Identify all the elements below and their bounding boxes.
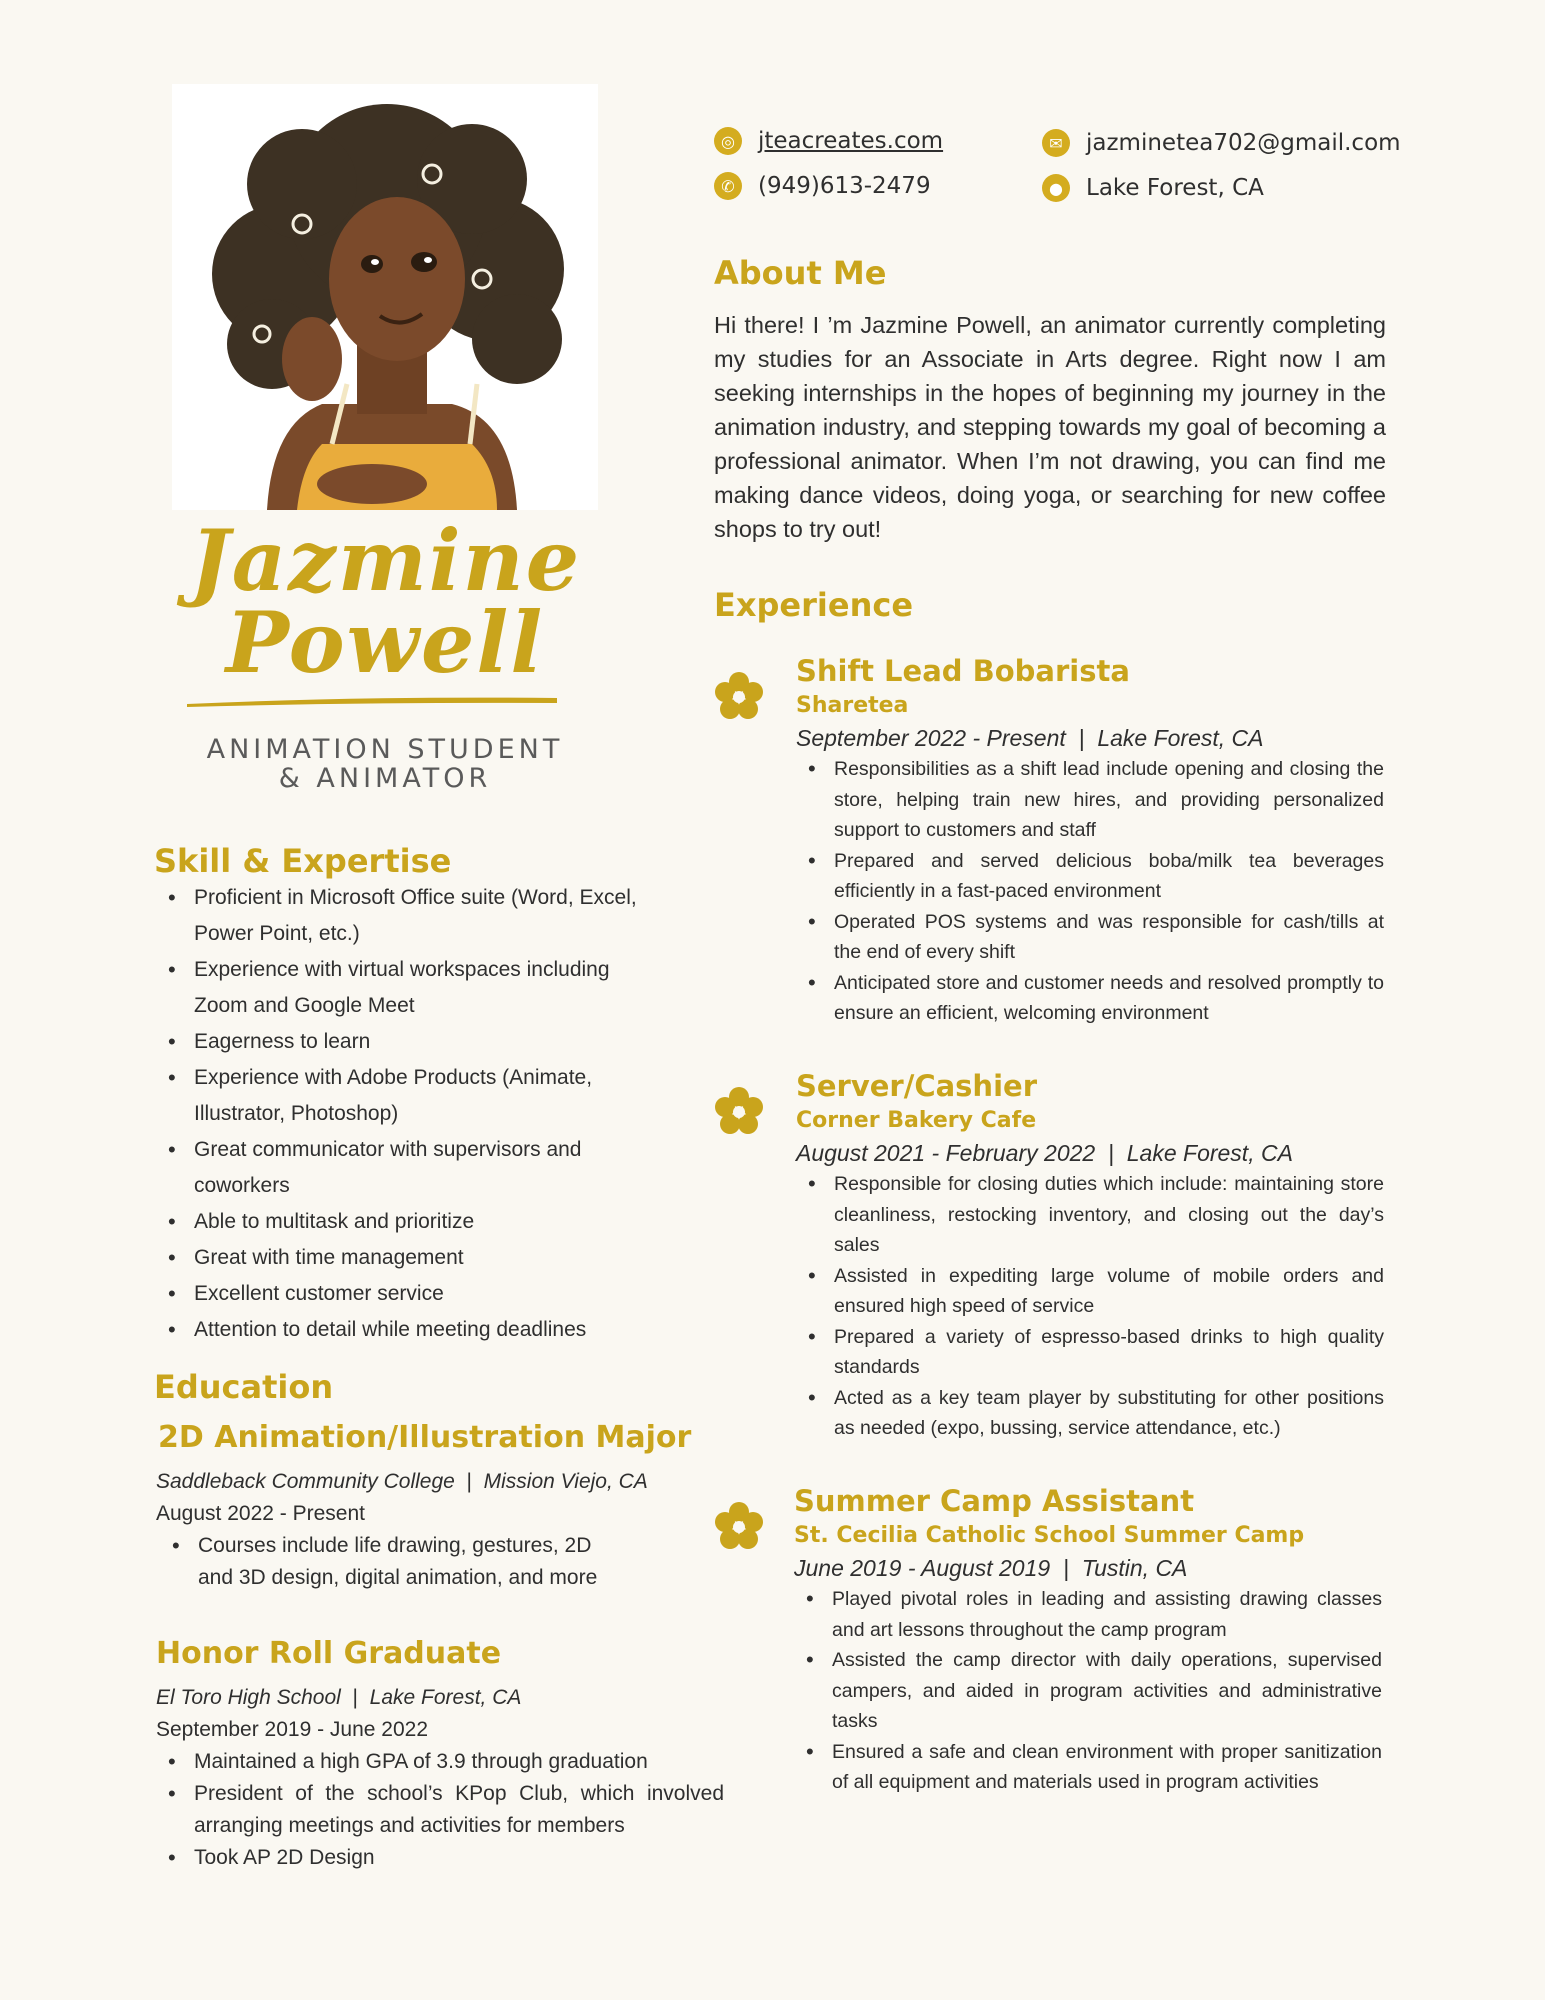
list-item: • Maintained a high GPA of 3.9 through graduation [194, 1746, 724, 1778]
job-date-line [796, 722, 1394, 754]
list-item: • Assisted in expediting large volume of mobile orders and ensured high speed of service [834, 1261, 1384, 1322]
list-item: • President of the school’s KPop Club, which involved arranging meetings and activities for members [194, 1778, 724, 1842]
education-location: Mission Viejo, CA [483, 1470, 648, 1493]
job-company: Corner Bakery Cafe [796, 1108, 1037, 1133]
list-item: • Great communicator with supervisors and coworkers [194, 1132, 656, 1204]
list-item: • Eagerness to learn [194, 1024, 656, 1060]
name-heading [190, 511, 582, 692]
email-text[interactable]: jazminetea702@gmail.com [1086, 130, 1401, 156]
list-item: • Responsible for closing duties which include: maintaining store cleanliness, restocking inventory, and closing out the day’s sales [834, 1169, 1384, 1261]
separator: | [346, 1686, 364, 1709]
education-entry-school-line [156, 1682, 726, 1714]
job-date-line [796, 1137, 1394, 1169]
job-date-line [794, 1552, 1394, 1584]
subtitle-line-1: ANIMATION STUDENT [206, 734, 564, 765]
list-item: • Great with time management [194, 1240, 656, 1276]
globe-icon: ◎ [714, 127, 742, 155]
contact-email[interactable] [1042, 129, 1401, 157]
experience-section-title: Experience [714, 586, 914, 624]
separator: | [460, 1470, 478, 1493]
job-company: Sharetea [796, 693, 909, 718]
skills-list [156, 880, 656, 1348]
job-dates: August 2021 - February 2022 [796, 1140, 1096, 1166]
separator: | [1101, 1140, 1121, 1166]
subtitle-line-2: & ANIMATOR [278, 763, 492, 794]
education-dates: August 2022 - Present [156, 1502, 365, 1525]
list-item: • Anticipated store and customer needs and resolved promptly to ensure an efficient, welcoming environment [834, 968, 1384, 1029]
about-text: Hi there! I ’m Jazmine Powell, an animator currently completing my studies for an Associate in Arts degree. Right now I am seeking internships in the hopes of beginning my journey in the animation industry, and stepping towards my goal of becoming a professional animator. When I’m not drawing, you can find me making dance videos, doing yoga, or searching for new coffee shops to try out! [714, 312, 1386, 542]
job-location: Tustin, CA [1081, 1555, 1188, 1581]
phone-text[interactable]: (949)613-2479 [758, 173, 931, 199]
location-text: Lake Forest, CA [1086, 175, 1264, 201]
education-dates: September 2019 - June 2022 [156, 1718, 429, 1741]
job-company: St. Cecilia Catholic School Summer Camp [794, 1523, 1305, 1548]
name-first: Jazmine [190, 511, 582, 610]
job-bullets [796, 1169, 1384, 1444]
list-item: • Prepared a variety of espresso-based drinks to high quality standards [834, 1322, 1384, 1383]
education-school: Saddleback Community College [156, 1470, 455, 1493]
contact-location [1042, 174, 1264, 202]
list-item: • Played pivotal roles in leading and assisting drawing classes and art lessons throughout the camp program [832, 1584, 1382, 1645]
job-title: Shift Lead Bobarista [796, 654, 1130, 688]
name-last: Powell [225, 593, 545, 692]
portrait-illustration [172, 84, 598, 510]
skills-section [156, 880, 656, 1348]
education-section-title: Education [154, 1368, 334, 1406]
list-item: • Acted as a key team player by substituting for other positions as needed (expo, bussing, service attendance, etc.) [834, 1383, 1384, 1444]
job-dates: June 2019 - August 2019 [794, 1555, 1051, 1581]
job-subtitle [190, 735, 580, 793]
education-entry-title: 2D Animation/Illustration Major [158, 1420, 692, 1455]
education-bullets [156, 1746, 724, 1874]
list-item: • Attention to detail while meeting deadlines [194, 1312, 656, 1348]
list-item: • Prepared and served delicious boba/milk tea beverages efficiently in a fast-paced environment [834, 846, 1384, 907]
job-location: Lake Forest, CA [1097, 725, 1264, 751]
list-item: • Excellent customer service [194, 1276, 656, 1312]
education-entry [156, 1634, 726, 1874]
job-title: Summer Camp Assistant [794, 1484, 1195, 1518]
list-item: • Proficient in Microsoft Office suite (Word, Excel, Power Point, etc.) [194, 880, 656, 952]
flower-icon [714, 1087, 764, 1137]
contact-website[interactable] [714, 127, 943, 155]
list-item: • Courses include life drawing, gestures, 2D and 3D design, digital animation, and more [198, 1530, 628, 1594]
list-item: • Responsibilities as a shift lead include opening and closing the store, helping train new hires, and providing personalized support to customers and staff [834, 754, 1384, 846]
skills-section-title: Skill & Expertise [154, 842, 452, 880]
education-entry-school-line [156, 1466, 726, 1498]
list-item: • Experience with virtual workspaces including Zoom and Google Meet [194, 952, 656, 1024]
job-dates: September 2022 - Present [796, 725, 1066, 751]
phone-icon: ✆ [714, 172, 742, 200]
job-title: Server/Cashier [796, 1069, 1037, 1103]
location-pin-icon: ● [1042, 174, 1070, 202]
list-item: • Operated POS systems and was responsible for cash/tills at the end of every shift [834, 907, 1384, 968]
list-item: • Able to multitask and prioritize [194, 1204, 656, 1240]
website-link[interactable]: jteacreates.com [758, 128, 944, 154]
envelope-icon: ✉ [1042, 129, 1070, 157]
flower-icon [714, 1502, 764, 1552]
job-location: Lake Forest, CA [1126, 1140, 1293, 1166]
about-section-title: About Me [714, 254, 887, 292]
education-bullets [156, 1530, 628, 1594]
experience-entry [714, 652, 1394, 1029]
education-school: El Toro High School [156, 1686, 341, 1709]
list-item: • Ensured a safe and clean environment with proper sanitization of all equipment and materials used in program activities [832, 1737, 1382, 1798]
education-entry [156, 1418, 726, 1594]
education-location: Lake Forest, CA [369, 1686, 522, 1709]
education-entry-title: Honor Roll Graduate [156, 1636, 502, 1671]
experience-entry [714, 1482, 1394, 1798]
job-bullets [794, 1584, 1382, 1798]
separator: | [1056, 1555, 1076, 1581]
separator: | [1072, 725, 1091, 751]
list-item: • Took AP 2D Design [194, 1842, 724, 1874]
list-item: • Experience with Adobe Products (Animate, Illustrator, Photoshop) [194, 1060, 656, 1132]
job-bullets [796, 754, 1384, 1029]
contact-phone[interactable] [714, 172, 931, 200]
experience-entry [714, 1067, 1394, 1444]
list-item: • Assisted the camp director with daily operations, supervised campers, and aided in program activities and administrative tasks [832, 1645, 1382, 1737]
name-underline-stroke [185, 694, 559, 708]
flower-icon [714, 672, 764, 722]
